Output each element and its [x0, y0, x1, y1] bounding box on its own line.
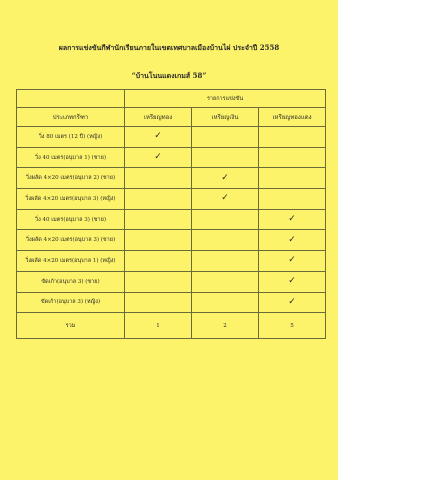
total-bronze: 5 — [259, 313, 326, 339]
table-row — [17, 251, 326, 272]
bronze-medal-cell — [259, 189, 326, 210]
event-name-cell: วิ่ง 80 เมตร (12 ปี) (หญิง) — [17, 127, 125, 148]
column-header-gold: เหรียญทอง — [125, 108, 192, 127]
gold-medal-cell — [125, 292, 192, 313]
silver-medal-cell — [192, 251, 259, 272]
check-mark-icon: ✓ — [288, 214, 296, 225]
silver-medal-cell — [192, 127, 259, 148]
check-mark-icon: ✓ — [221, 172, 229, 183]
table-total-row — [17, 313, 326, 339]
table-group-header-row — [17, 90, 326, 108]
gold-medal-cell — [125, 168, 192, 189]
check-mark-icon: ✓ — [221, 193, 229, 204]
table-row — [17, 127, 326, 148]
table-row — [17, 147, 326, 168]
bronze-medal-cell — [259, 147, 326, 168]
event-name-cell: ขัดเก้า(อนุบาล 3) (ชาย) — [17, 271, 125, 292]
silver-medal-cell — [192, 168, 259, 189]
event-name-cell: วิ่ง 40 เมตร(อนุบาล 3) (ชาย) — [17, 209, 125, 230]
document-title: ผลการแข่งขันกีฬานักเรียนภายในเขตเทศบาลเมืองบ้านไผ่ ประจำปี 2558 — [58, 43, 280, 52]
check-mark-icon: ✓ — [288, 276, 296, 287]
gold-medal-cell — [125, 209, 192, 230]
table-group-header: รายการแข่งขัน — [125, 90, 326, 108]
check-mark-icon: ✓ — [154, 131, 162, 142]
silver-medal-cell — [192, 230, 259, 251]
column-header-bronze: เหรียญทองแดง — [259, 108, 326, 127]
event-name-cell: วิ่งผลัด 4×20 เมตร(อนุบาล 2) (ชาย) — [17, 168, 125, 189]
gold-medal-cell — [125, 127, 192, 148]
table-row — [17, 168, 326, 189]
bronze-medal-cell — [259, 292, 326, 313]
gold-medal-cell — [125, 230, 192, 251]
table-header-row — [17, 108, 326, 127]
check-mark-icon: ✓ — [288, 296, 296, 307]
event-name-cell: วิ่งผลัด 4×20 เมตร(อนุบาล 3) (หญิง) — [17, 189, 125, 210]
gold-medal-cell — [125, 251, 192, 272]
table-row — [17, 271, 326, 292]
check-mark-icon: ✓ — [288, 255, 296, 266]
gold-medal-cell — [125, 147, 192, 168]
silver-medal-cell — [192, 271, 259, 292]
event-name-cell: วิ่ง 40 เมตร(อนุบาล 1) (ชาย) — [17, 147, 125, 168]
event-name-cell: วิ่งผลัด 4×20 เมตร(อนุบาล 3) (ชาย) — [17, 230, 125, 251]
table-row — [17, 292, 326, 313]
table-row — [17, 230, 326, 251]
check-mark-icon: ✓ — [288, 234, 296, 245]
bronze-medal-cell — [259, 168, 326, 189]
total-silver: 2 — [192, 313, 259, 339]
event-name-cell: วิ่งผลัด 4×20 เมตร(อนุบาล 1) (หญิง) — [17, 251, 125, 272]
column-header-event: ประเภทกรีฑา — [17, 108, 125, 127]
bronze-medal-cell — [259, 251, 326, 272]
document-subtitle: “บ้านโนนแดงเกมส์ 58” — [131, 71, 207, 80]
table-row — [17, 209, 326, 230]
total-gold: 1 — [125, 313, 192, 339]
results-table — [16, 89, 326, 339]
column-header-silver: เหรียญเงิน — [192, 108, 259, 127]
table-row — [17, 189, 326, 210]
bronze-medal-cell — [259, 230, 326, 251]
bronze-medal-cell — [259, 209, 326, 230]
silver-medal-cell — [192, 147, 259, 168]
total-label: รวม — [17, 313, 125, 339]
silver-medal-cell — [192, 292, 259, 313]
silver-medal-cell — [192, 189, 259, 210]
bronze-medal-cell — [259, 127, 326, 148]
gold-medal-cell — [125, 189, 192, 210]
check-mark-icon: ✓ — [154, 152, 162, 163]
gold-medal-cell — [125, 271, 192, 292]
event-name-cell: ขัดเก้า(อนุบาล 3) (หญิง) — [17, 292, 125, 313]
bronze-medal-cell — [259, 271, 326, 292]
silver-medal-cell — [192, 209, 259, 230]
